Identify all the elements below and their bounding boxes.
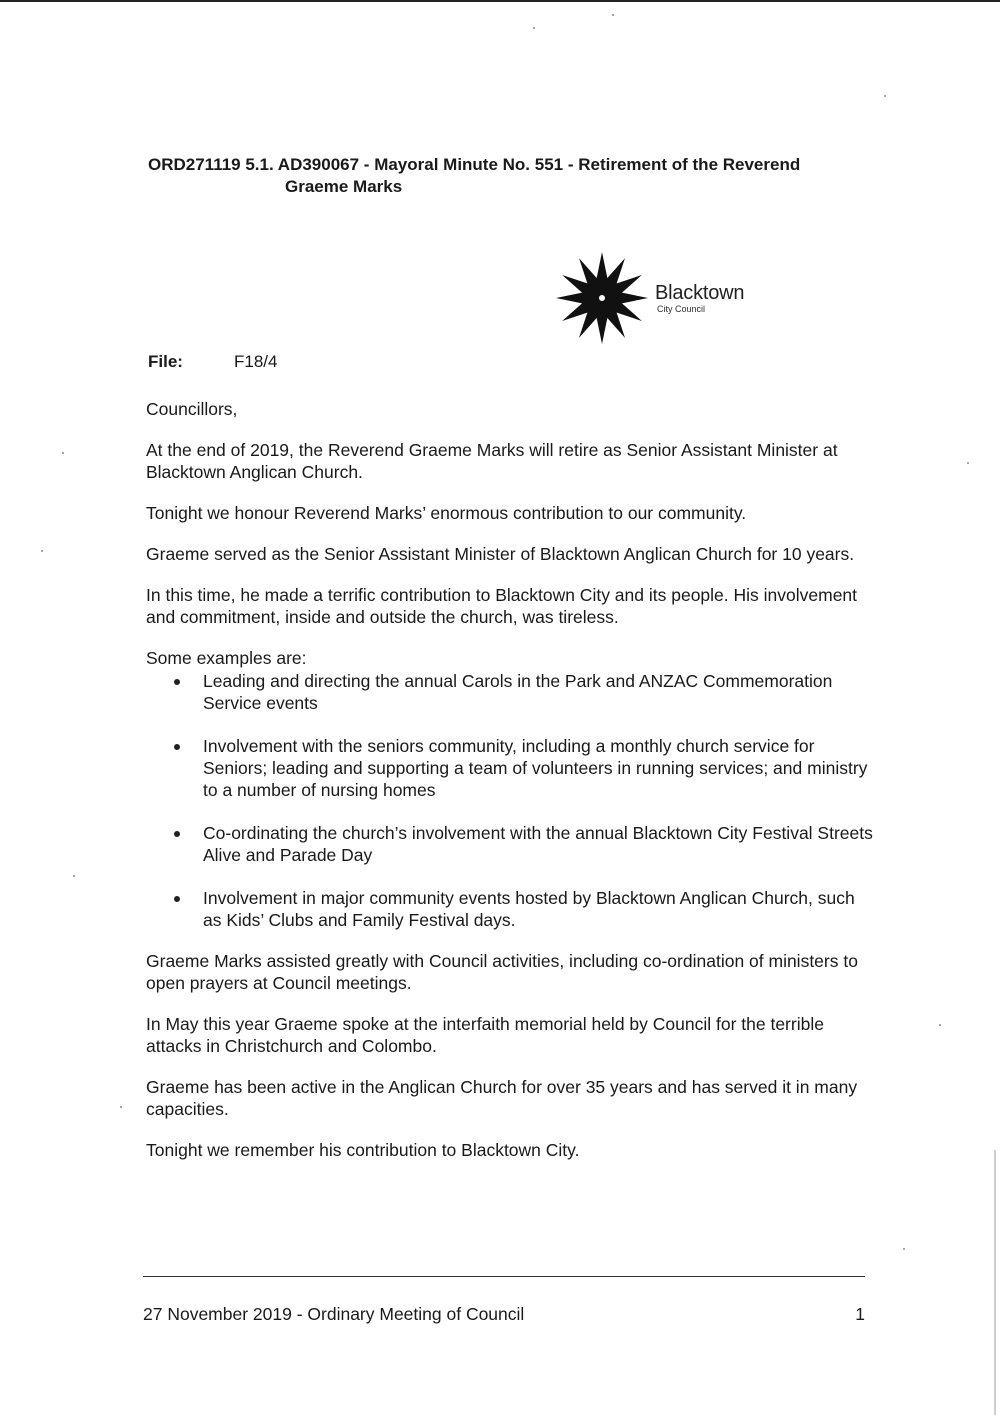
body-paragraph: In May this year Graeme spoke at the interfaith memorial held by Council for the terrible attacks in Christchurch and Colombo. (146, 1014, 824, 1056)
bullet-icon (174, 679, 180, 685)
list-item-text: Involvement in major community events hosted by Blacktown Anglican Church, such as Kids’ Clubs and Family Festival days. (203, 888, 855, 930)
scan-speck (62, 452, 64, 454)
scan-speck (73, 875, 75, 877)
scan-speck (612, 14, 614, 16)
scan-speck (533, 27, 535, 29)
examples-list (146, 670, 876, 931)
file-label: File: (148, 352, 183, 371)
scan-right-edge (994, 1150, 996, 1415)
file-reference (148, 352, 277, 372)
scan-speck (967, 462, 969, 464)
list-item (146, 670, 876, 714)
body-paragraph: Tonight we remember his contribution to Blacktown City. (146, 1140, 580, 1160)
list-item-text: Co-ordinating the church’s involvement with the annual Blacktown City Festival Streets Alive and Parade Day (203, 823, 873, 865)
list-item (146, 735, 876, 801)
scan-speck (939, 1024, 941, 1026)
page-footer (143, 1304, 865, 1325)
scan-speck (41, 550, 43, 552)
title-line-2: Graeme Marks (285, 177, 403, 196)
bullet-icon (174, 831, 180, 837)
body-paragraph: Tonight we honour Reverend Marks’ enormous contribution to our community. (146, 503, 747, 523)
file-value: F18/4 (234, 352, 278, 371)
body-paragraph: In this time, he made a terrific contribution to Blacktown City and its people. His involvement and commitment, inside and outside the church, was tireless. (146, 585, 858, 627)
scan-speck (884, 95, 886, 97)
scan-speck (903, 1248, 905, 1250)
logo-subtitle: City Council (657, 304, 706, 314)
scan-top-edge (0, 0, 1000, 2)
scan-speck (120, 1106, 122, 1108)
body-paragraph: Graeme served as the Senior Assistant Minister of Blacktown Anglican Church for 10 years. (146, 544, 855, 564)
footer-meeting: 27 November 2019 - Ordinary Meeting of Council (143, 1304, 525, 1324)
council-logo (552, 252, 772, 344)
body-paragraph: Graeme has been active in the Anglican Church for over 35 years and has served it in many capacities. (146, 1077, 858, 1119)
body-paragraph: At the end of 2019, the Reverend Graeme Marks will retire as Senior Assistant Minister at Blacktown Anglican Church. (146, 440, 838, 482)
body-paragraph: Graeme Marks assisted greatly with Council activities, including co-ordination of ministers to open prayers at Council meetings. (146, 951, 858, 993)
minute-body (146, 398, 876, 1180)
page-number: 1 (855, 1304, 865, 1324)
blacktown-star-icon (552, 252, 652, 344)
footer-divider (143, 1276, 865, 1277)
body-paragraph: Some examples are: (146, 648, 307, 668)
title-line-1: ORD271119 5.1. AD390067 - Mayoral Minute No. 551 - Retirement of the Reverend (148, 155, 801, 174)
list-item-text: Involvement with the seniors community, including a monthly church service for Seniors; leading and supporting a team of volunteers in running services; and ministry to a number of nursing homes (203, 736, 868, 800)
salutation: Councillors, (146, 399, 238, 419)
list-item-text: Leading and directing the annual Carols in the Park and ANZAC Commemoration Service events (203, 671, 833, 713)
bullet-icon (174, 744, 180, 750)
list-item (146, 887, 876, 931)
list-item (146, 822, 876, 866)
bullet-icon (174, 896, 180, 902)
page-title (148, 154, 868, 198)
logo-name: Blacktown (655, 282, 745, 304)
